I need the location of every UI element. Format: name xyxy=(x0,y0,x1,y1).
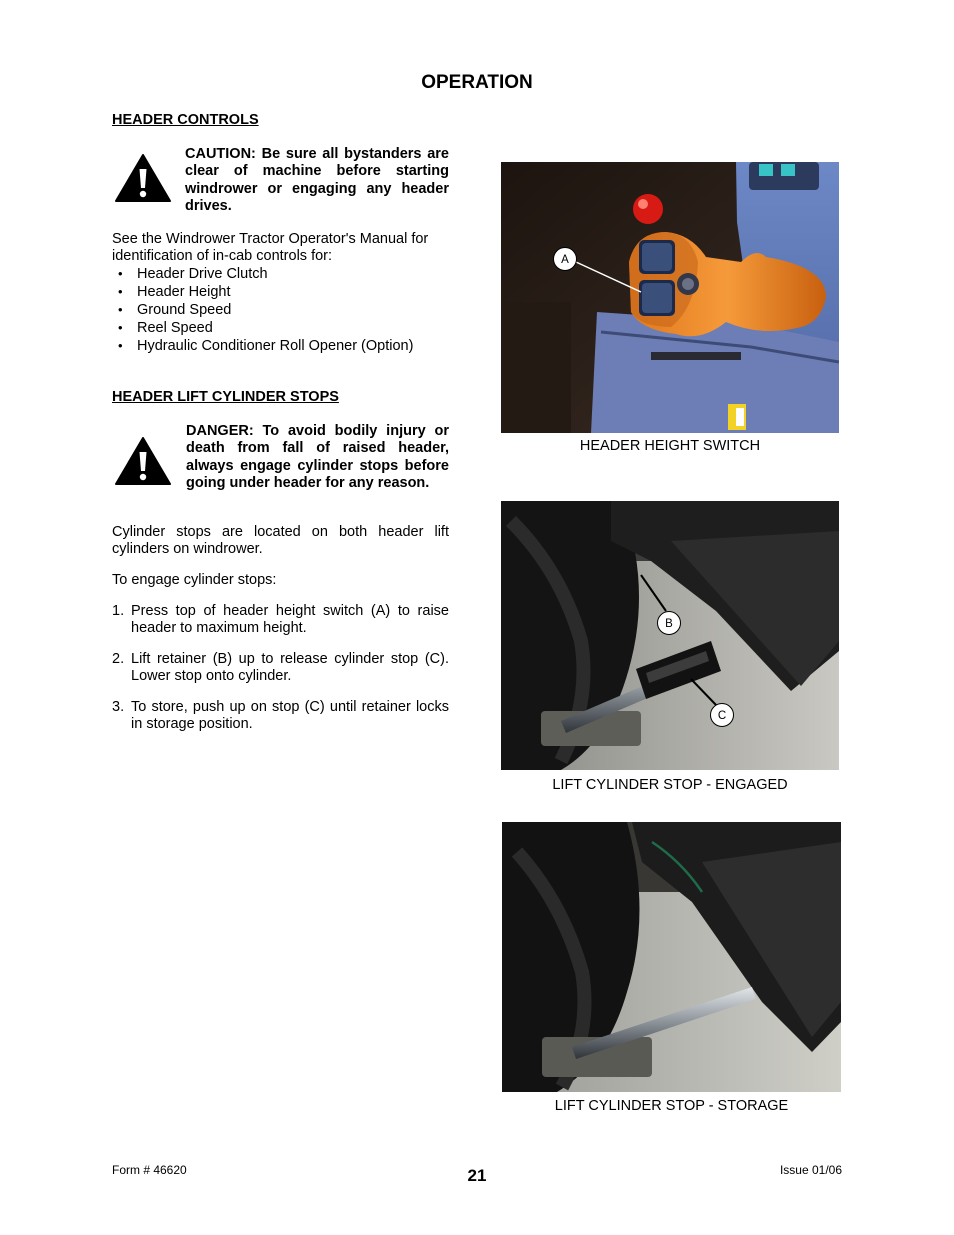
intro-paragraph: See the Windrower Tractor Operator's Manual for identification of in-cab controls for: xyxy=(112,231,429,264)
step-item xyxy=(112,603,449,636)
step-number: 3. xyxy=(112,699,125,715)
step-text: Press top of header height switch (A) to raise header to maximum height. xyxy=(131,603,449,636)
step-text: To store, push up on stop (C) until retainer locks in storage position. xyxy=(131,699,449,732)
list-item: • Reel Speed xyxy=(112,319,449,337)
danger-notice: DANGER: To avoid bodily injury or death from fall of raised header, always engage cylinder stops before going under header for any reason. xyxy=(186,423,449,491)
step-number: 1. xyxy=(112,603,125,619)
caution-notice: CAUTION: Be sure all bystanders are clear of machine before starting windrower or engaging any header drives. xyxy=(185,146,449,214)
callout-b: B xyxy=(657,611,681,635)
list-item: • Hydraulic Conditioner Roll Opener (Option) xyxy=(112,337,449,355)
form-number: Form # 46620 xyxy=(112,1163,187,1177)
cylinder-stop-storage-photo xyxy=(502,822,841,1092)
figure-caption: LIFT CYLINDER STOP - ENGAGED xyxy=(552,777,788,793)
callout-c: C xyxy=(710,703,734,727)
section-heading-cylinder-stops: HEADER LIFT CYLINDER STOPS xyxy=(112,389,339,405)
warning-triangle-icon xyxy=(114,153,172,203)
issue-date: Issue 01/06 xyxy=(779,1163,842,1177)
section-heading-header-controls: HEADER CONTROLS xyxy=(112,112,259,128)
list-item: • Header Drive Clutch xyxy=(112,265,449,283)
figure-caption: LIFT CYLINDER STOP - STORAGE xyxy=(554,1098,789,1114)
cylinder-stops-paragraph: Cylinder stops are located on both header lift cylinders on windrower. xyxy=(112,524,449,557)
leader-line xyxy=(501,162,839,433)
page-number: 21 xyxy=(467,1166,487,1185)
warning-triangle-icon xyxy=(114,436,172,486)
page-title: OPERATION xyxy=(421,72,533,93)
step-item xyxy=(112,651,449,684)
step-text: Lift retainer (B) up to release cylinder stop (C). Lower stop onto cylinder. xyxy=(131,651,449,684)
list-item: • Ground Speed xyxy=(112,301,449,319)
figure-caption: HEADER HEIGHT SWITCH xyxy=(579,438,761,454)
step-item xyxy=(112,699,449,732)
step-number: 2. xyxy=(112,651,125,667)
engage-intro: To engage cylinder stops: xyxy=(112,572,277,588)
callout-a: A xyxy=(553,247,577,271)
controls-list xyxy=(112,265,449,355)
list-item: • Header Height xyxy=(112,283,449,301)
leader-lines xyxy=(501,501,839,770)
